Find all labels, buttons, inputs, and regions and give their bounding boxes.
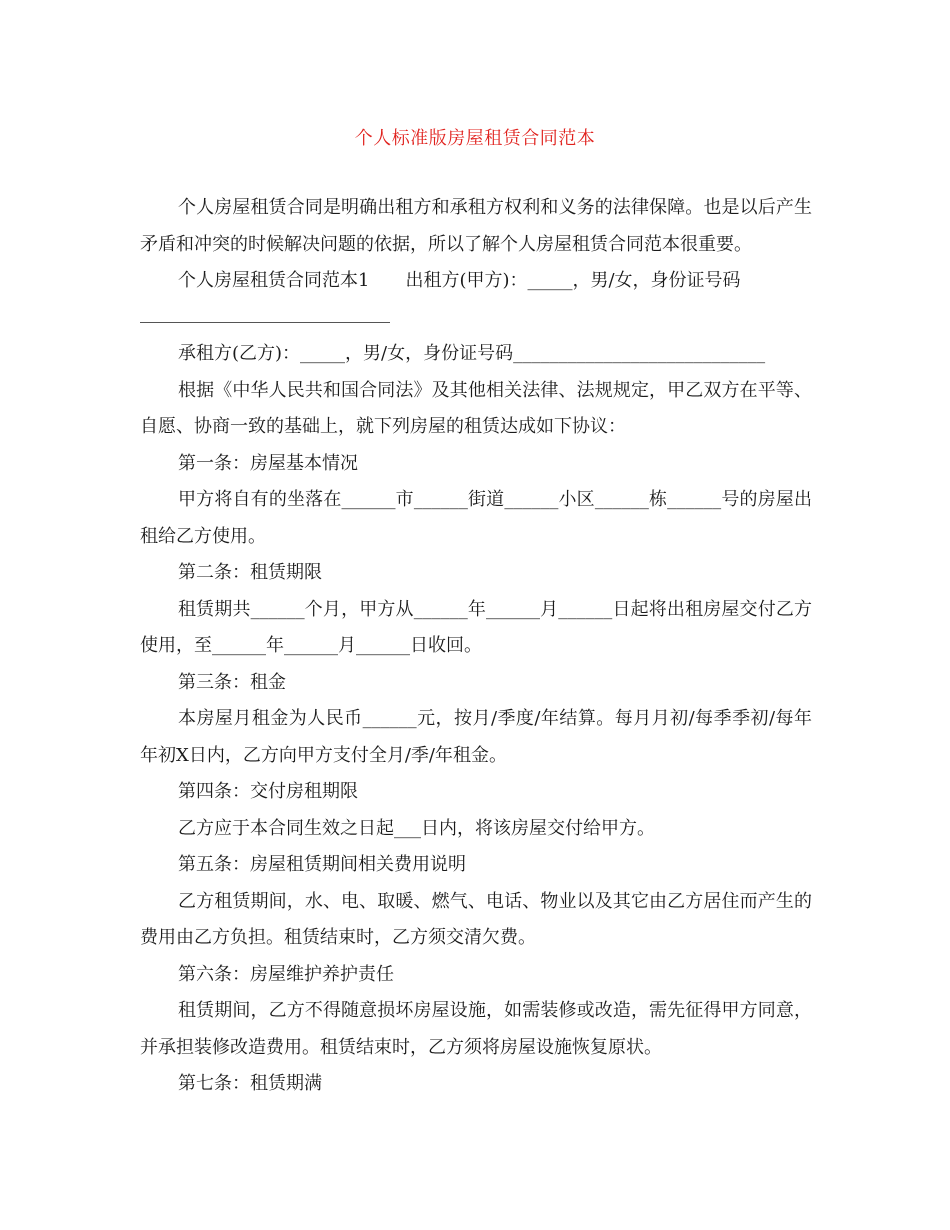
article-1-title: 第一条：房屋基本情况 [178, 452, 358, 474]
article-4-title: 第四条：交付房租期限 [178, 781, 358, 802]
article-4-body: 乙方应于本合同生效之日起___日内，将该房屋交付给甲方。 [178, 817, 655, 839]
sample-lessor-line: 个人房屋租赁合同范本1 出租方(甲方)：_____，男/女，身份证号码 [178, 270, 741, 291]
blank-rule [140, 322, 390, 323]
id-number-blank-line [140, 300, 812, 337]
article-5-title: 第五条：房屋租赁期间相关费用说明 [178, 854, 466, 875]
lessee-line: 承租方(乙方)：_____，男/女，身份证号码____________________________ [178, 343, 766, 364]
article-2-body: 租赁期共______个月，甲方从______年______月______日起将出租房屋交付乙方使用，至______年______月______日收回。 [140, 598, 812, 656]
basis-paragraph: 根据《中华人民共和国合同法》及其他相关法律、法规规定，甲乙双方在平等、自愿、协商一致的基础上，就下列房屋的租赁达成如下协议： [140, 379, 812, 437]
document-body [140, 190, 812, 1103]
intro-paragraph: 个人房屋租赁合同是明确出租方和承租方权利和义务的法律保障。也是以后产生矛盾和冲突的时候解决问题的依据，所以了解个人房屋租赁合同范本很重要。 [140, 197, 812, 255]
article-7-title: 第七条：租赁期满 [178, 1073, 322, 1094]
article-6-title: 第六条：房屋维护养护责任 [178, 963, 394, 985]
document-title: 个人标准版房屋租赁合同范本 [354, 128, 596, 149]
article-1-body: 甲方将自有的坐落在______市______街道______小区______栋______号的房屋出租给乙方使用。 [140, 489, 812, 547]
article-2-title: 第二条：租赁期限 [178, 562, 322, 583]
article-3-body: 本房屋月租金为人民币______元，按月/季度/年结算。每月月初/每季季初/每年年初X日内，乙方向甲方支付全月/季/年租金。 [140, 708, 812, 766]
article-5-body: 乙方租赁期间，水、电、取暖、燃气、电话、物业以及其它由乙方居住而产生的费用由乙方负担。租赁结束时，乙方须交清欠费。 [140, 890, 812, 948]
article-3-title: 第三条：租金 [178, 671, 286, 693]
article-6-body: 租赁期间，乙方不得随意损坏房屋设施，如需装修或改造，需先征得甲方同意，并承担装修改造费用。租赁结束时，乙方须将房屋设施恢复原状。 [140, 1000, 812, 1058]
